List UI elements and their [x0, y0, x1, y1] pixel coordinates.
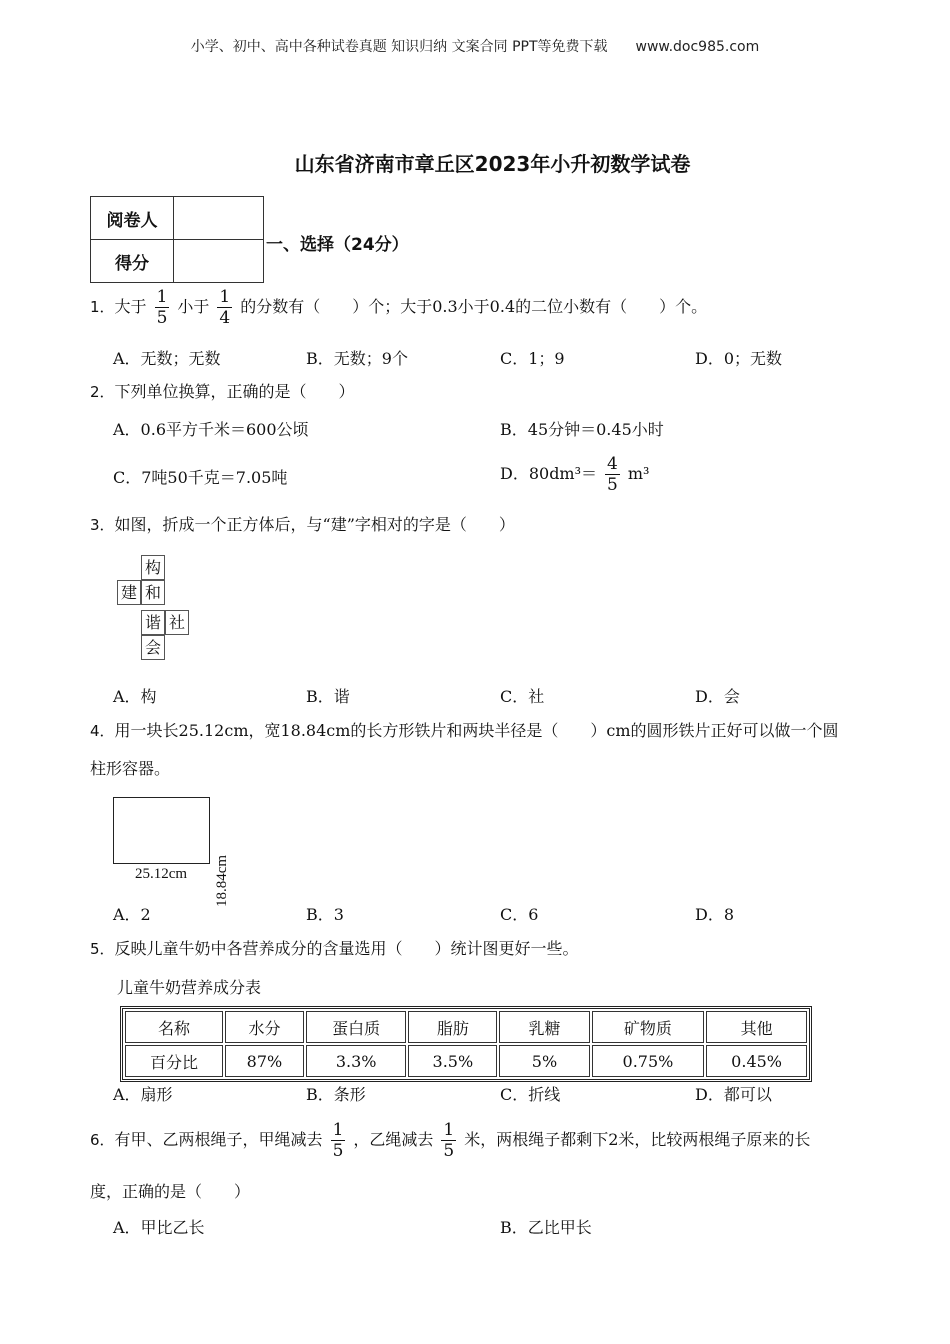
question-4-cont: 柱形容器。 [90, 759, 171, 778]
table-cell: 87% [225, 1045, 304, 1077]
question-text: 下列单位换算，正确的是（ ） [114, 382, 355, 401]
table-header: 乳糖 [499, 1011, 589, 1043]
option-c[interactable]: C．社 [500, 687, 545, 706]
page-header [0, 36, 950, 56]
question-number: 3． [90, 516, 115, 534]
net-cell: 谐 [141, 610, 165, 635]
option-b[interactable]: B．3 [306, 905, 344, 924]
table-cell: 百分比 [125, 1045, 223, 1077]
fraction [155, 287, 170, 328]
fraction-numerator: 1 [443, 1120, 455, 1140]
rectangle-width-label: 25.12cm [135, 866, 188, 882]
question-text: 小于 [177, 297, 210, 316]
table-cell: 5% [499, 1045, 589, 1077]
grader-label: 阅卷人 [91, 197, 174, 240]
fraction [441, 1120, 456, 1161]
question-3 [90, 513, 515, 537]
net-cell: 构 [141, 555, 165, 580]
table-caption: 儿童牛奶营养成分表 [117, 978, 262, 997]
fraction-denominator: 5 [607, 475, 618, 495]
question-text: 米，两根绳子都剩下2米，比较两根绳子原来的长 [464, 1130, 811, 1149]
fraction-numerator: 1 [219, 287, 231, 307]
question-number: 2． [90, 383, 115, 401]
option-c[interactable]: C．7吨50千克＝7.05吨 [113, 468, 288, 487]
table-cell: 0.45% [706, 1045, 807, 1077]
table-row [125, 1045, 807, 1077]
question-5 [90, 937, 579, 961]
question-number: 6． [90, 1131, 115, 1149]
option-c[interactable]: C．折线 [500, 1085, 561, 1104]
rectangle-figure [113, 797, 210, 864]
table-header: 蛋白质 [306, 1011, 407, 1043]
table-header: 名称 [125, 1011, 223, 1043]
nutrition-table [120, 1006, 812, 1082]
cube-net-figure [113, 555, 193, 663]
header-site-link[interactable]: www.doc985.com [635, 39, 760, 55]
table-cell: 0.75% [592, 1045, 704, 1077]
score-box [90, 196, 264, 283]
question-text: 大于 [114, 297, 147, 316]
option-d[interactable]: D．8 [695, 905, 735, 924]
question-6-cont: 度，正确的是（ ） [90, 1182, 251, 1201]
option-d[interactable]: D．都可以 [695, 1085, 772, 1104]
question-text: 有甲、乙两根绳子，甲绳减去 [114, 1130, 323, 1149]
option-d[interactable]: D．会 [695, 687, 740, 706]
net-cell: 社 [165, 610, 189, 635]
fraction-numerator: 4 [607, 454, 618, 474]
question-text: 反映儿童牛奶中各营养成分的含量选用（ ）统计图更好一些。 [114, 939, 579, 958]
table-cell: 3.5% [408, 1045, 497, 1077]
question-6 [90, 1120, 810, 1161]
fraction-denominator: 5 [332, 1141, 344, 1161]
question-text: 的分数有（ ）个；大于0.3小于0.4的二位小数有（ ）个。 [240, 297, 708, 316]
fraction [331, 1120, 346, 1161]
question-2 [90, 380, 355, 404]
option-a[interactable]: A．扇形 [113, 1085, 173, 1104]
fraction-numerator: 1 [156, 287, 168, 307]
option-a[interactable]: A．2 [113, 905, 151, 924]
option-a[interactable]: A．构 [113, 687, 157, 706]
option-a[interactable]: A．无数；无数 [113, 349, 221, 368]
question-4 [90, 719, 839, 743]
table-header: 其他 [706, 1011, 807, 1043]
table-header: 脂肪 [408, 1011, 497, 1043]
rectangle-height-label: 18.84cm [214, 854, 230, 907]
option-c[interactable]: C．6 [500, 905, 539, 924]
table-header-row [125, 1011, 807, 1043]
table-cell: 3.3% [306, 1045, 407, 1077]
option-b[interactable]: B．45分钟＝0.45小时 [500, 420, 664, 439]
option-d[interactable]: D．0；无数 [695, 349, 783, 368]
question-number: 5． [90, 940, 115, 958]
question-text: 用一块长25.12cm，宽18.84cm的长方形铁片和两块半径是（ ）cm的圆形铁片正好可以做一个圆 [114, 721, 839, 740]
page-title: 山东省济南市章丘区2023年小升初数学试卷 [294, 152, 691, 176]
section-heading: 一、选择（24分） [266, 235, 409, 255]
option-c[interactable]: C．1；9 [500, 349, 565, 368]
score-field[interactable] [174, 240, 264, 283]
fraction [605, 454, 620, 495]
fraction [217, 287, 232, 328]
net-cell: 建 [117, 580, 141, 605]
header-text: 小学、初中、高中各种试卷真题 知识归纳 文案合同 PPT等免费下载 [190, 39, 608, 55]
option-text: m³ [627, 464, 650, 483]
fraction-denominator: 4 [219, 308, 231, 328]
table-header: 矿物质 [592, 1011, 704, 1043]
option-b[interactable]: B．条形 [306, 1085, 366, 1104]
question-1 [90, 287, 707, 328]
question-number: 4． [90, 722, 115, 740]
option-b[interactable]: B．无数；9个 [306, 349, 408, 368]
score-label: 得分 [91, 240, 174, 283]
fraction-denominator: 5 [443, 1141, 455, 1161]
fraction-numerator: 1 [332, 1120, 344, 1140]
option-a[interactable]: A．甲比乙长 [113, 1218, 205, 1237]
question-number: 1． [90, 298, 115, 316]
option-b[interactable]: B．乙比甲长 [500, 1218, 592, 1237]
option-a[interactable]: A．0.6平方千米＝600公顷 [113, 420, 309, 439]
grader-field[interactable] [174, 197, 264, 240]
table-header: 水分 [225, 1011, 304, 1043]
rectangle-height-label-box [212, 797, 232, 907]
option-b[interactable]: B．谐 [306, 687, 350, 706]
question-text: 如图，折成一个正方体后，与“建”字相对的字是（ ） [114, 515, 515, 534]
net-cell: 会 [141, 635, 165, 660]
question-text: ，乙绳减去 [353, 1130, 434, 1149]
option-text: D．80dm³＝ [500, 464, 598, 483]
option-d[interactable] [500, 454, 649, 495]
net-cell: 和 [141, 580, 165, 605]
fraction-denominator: 5 [156, 308, 168, 328]
